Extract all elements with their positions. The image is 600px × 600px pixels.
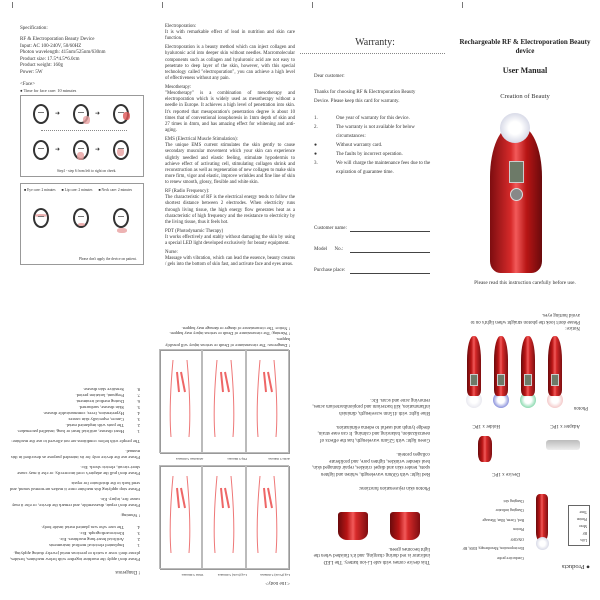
photon-device <box>494 336 508 396</box>
condition-text: The parts with implanted metal. <box>65 423 124 428</box>
products-title: ● Products <box>561 563 590 570</box>
safety-page <box>0 300 150 600</box>
body-diagram-label: Leg (Front) 5 minutes <box>260 573 290 577</box>
patient-note: Please don't apply the device on patient. <box>79 257 137 261</box>
face-time-text: Time for face care: 10 minutes <box>23 88 77 93</box>
legend-label: Neck care: 2 minutes <box>101 188 132 192</box>
holder-qty: Holder x 1PC <box>472 423 500 428</box>
body-diagram-column <box>159 465 202 569</box>
body-diagram-column <box>159 349 202 453</box>
safety-list-text: Electrocardiograph. Etc. <box>79 531 124 536</box>
photon-device <box>548 336 562 396</box>
product-label: Electroporation, Mesotherapy, EMS, RF <box>462 546 524 551</box>
red-light-text: Red light: with 630nm wavelength, whiten and lighten spots, tender skin and dispel crinkles, repair damaged skin, heal slender wrinkles, tighten pore, and proliferate collagen protein. <box>312 451 430 476</box>
product-label: Conductive probe <box>496 556 524 560</box>
legend-item: ■ Lip care: 2 minutes <box>61 188 93 192</box>
function-heading: RF (Radio Frequency): <box>165 189 210 195</box>
mode-item: Photon <box>576 517 587 521</box>
condition-item <box>8 410 140 416</box>
function-block <box>165 250 295 269</box>
warranty-item-marker: 2. <box>314 125 318 130</box>
mode-item: Meso <box>579 524 587 528</box>
mode-item: RF <box>582 531 587 535</box>
mode-list-box <box>568 505 590 546</box>
photon-functions-title: Photon skin rejuvenation functions: <box>358 485 430 490</box>
body-diagram-label: Waist 5 minutes <box>181 573 204 577</box>
warranty-item <box>314 123 434 141</box>
condition-number: 1. <box>136 429 140 434</box>
face-time: ● Time for face care: 10 minutes <box>20 88 77 93</box>
spec-line: Input: AC 100-240V, 50/60HZ <box>20 43 82 49</box>
condition-item <box>8 392 140 398</box>
body-diagram-label: Abdomen 5 minutes <box>175 457 204 461</box>
photon-device-screen <box>551 374 559 386</box>
warranty-field-label: Purchase place: <box>314 268 346 273</box>
photon-device-screen <box>470 374 478 386</box>
spec-title: Specification: <box>20 26 48 31</box>
warranty-item-marker: 3. <box>314 161 318 166</box>
warranty-field-input[interactable] <box>350 273 430 274</box>
body-diagram-row2 <box>160 350 290 454</box>
condition-text: Skin disease, sunburned. <box>78 405 124 410</box>
device-qty: Device x 1PC <box>492 471 520 476</box>
face-legend <box>24 187 144 194</box>
adapter-qty: Adapter x 1PC <box>550 423 580 428</box>
mode-item: Time <box>579 510 587 514</box>
warranty-greeting: Dear customer: <box>314 74 345 79</box>
condition-text: Pregnant, lactation period. <box>75 393 124 398</box>
condition-number: 3. <box>136 417 140 422</box>
notice-text: Please don't look the photon straight when light's on to avoid hurting eyes. <box>470 312 580 324</box>
safety-list-item <box>8 536 140 542</box>
warranty-item-text: The warranty is not available for below circumstances: <box>336 125 415 139</box>
warranty-item <box>314 114 434 123</box>
function-body: "Mesotherapy" is a combination of mesotherapy and electroporation which is widely used as mesotherapy without a needle in Europe. It achieves a high level of penetration into skin. It's reported that mesoporation's penetration degree is about 10 times that of conventional ionophoresis in 1mm depth of skin and 27 times in 4mm, and has amazing effect for whitening and anti-aging. <box>165 91 295 134</box>
condition-number: 6. <box>136 399 140 404</box>
functions-text <box>165 24 295 271</box>
holder-image <box>478 436 492 462</box>
condition-item <box>8 416 140 422</box>
warranty-item-text: We will charge the maintenance fees due to the expiration of guarantee time. <box>336 161 431 175</box>
condition-number: 8. <box>136 387 140 392</box>
legend-item: ■ Neck care: 2 minutes <box>98 188 132 192</box>
safety-paragraph: Please use the device only for its intended purpose as described in this manual. <box>10 449 140 460</box>
condition-text: During medical treatment. <box>75 399 124 404</box>
dangerous-heading: ! Dangerous <box>115 569 140 574</box>
warranty-list <box>314 114 434 177</box>
condition-item <box>8 428 140 434</box>
warranty-intro: Thanks for choosing RF & Electroporation Beauty Device. Please keep this card for warranty. <box>314 90 416 104</box>
safety-paragraph: Please don't pull the adapter's cord incorrectly, or else it may cause short-circuit, electric shock. Etc. <box>17 465 140 476</box>
spec-page <box>0 0 150 300</box>
photon-device <box>521 336 535 396</box>
condition-text: Sensitive skin disease. <box>82 387 124 392</box>
photon-device-screen <box>524 374 532 386</box>
photon-label: Photon <box>573 405 588 410</box>
safety-list-text: The user who was planted metal inside body. <box>41 525 124 530</box>
warranty-page <box>300 0 450 300</box>
body-diagram-label: Arms 5 minutes <box>268 457 290 461</box>
safety-list-number: 4. <box>136 525 140 530</box>
warranty-title: Warranty: <box>355 37 395 48</box>
safety-intro: Please don't apply the machine together with below machines, besides, please don't wear a watch or precious metal jewelry during applying. <box>9 551 140 562</box>
product-label: Photon <box>513 527 524 532</box>
condition-text: Heart disease, artificial heart or lung, installed pacemaker. <box>17 429 124 434</box>
function-heading: PDT (Photodynamic Therapy) <box>165 228 224 234</box>
cover-subtitle: User Manual <box>502 66 548 75</box>
function-block <box>165 137 295 187</box>
hazard-note: ! Warning: The circumstance of Death or serious injury may happen. <box>169 331 290 337</box>
function-block <box>165 189 295 226</box>
blue-light-text: Blue light: with 415nm wavelength, diminish inflammation, kill bacterium and propionibacterium acnes, removing acne and scars. Etc. <box>312 396 430 415</box>
warranty-item-text: The faults by incorrect operation. <box>336 152 403 157</box>
warranty-field-label: Model No.: <box>314 247 344 252</box>
holder-photo-2 <box>338 512 368 540</box>
photon-device-screen <box>497 374 505 386</box>
products-title-text: Products <box>561 563 585 570</box>
safety-paragraph: Please stop applying this machine once it makes un-normal sound, and send back to the distributor for repair. <box>9 481 140 492</box>
spec-lines <box>20 37 145 77</box>
condition-text: Hypertension, fever, communicable disease. <box>42 411 124 416</box>
function-heading: Nurse: <box>165 249 178 255</box>
cover-title: Rechargeable RF & Electroporation Beauty device <box>459 38 591 55</box>
cover-page <box>450 0 600 300</box>
body-diagram-column <box>246 465 289 569</box>
notice-title: Notice: <box>565 325 580 330</box>
warranty-field-label: Customer name: <box>314 226 347 231</box>
product-label: ON/OFF <box>510 537 524 541</box>
condition-number: 7. <box>136 393 140 398</box>
face-care-diagram <box>20 183 144 265</box>
safety-list-text: Artificial heart-lung machines. Etc. <box>59 537 124 542</box>
warranty-item-marker: ● <box>314 143 318 148</box>
function-block <box>165 85 295 135</box>
battery-note: This device comes with safe Li-ion battery. The LED indicator is red during charging, and it's finished when the light becomes green. <box>313 545 430 564</box>
mode-item: Lifts <box>580 538 587 542</box>
functions-page <box>150 0 300 300</box>
body-page <box>150 300 300 600</box>
crop-mark <box>162 2 163 8</box>
holder-photo-1 <box>390 512 420 540</box>
body-diagram-label: Hip 5 minutes <box>227 457 247 461</box>
hazard-note: ! Notice: The circumstance of danger or damage may happen. <box>181 325 290 331</box>
safety-list-number: 1. <box>136 543 140 548</box>
legend-item: ■ Eye care: 2 minutes <box>24 188 56 192</box>
body-diagram-column <box>202 349 245 453</box>
function-body: The characteristic of RF is the electrical energy tends to follow the shortest distance between 2 electrodes. When electricity runs through living tissue, the high energy flow generates heat as a characteristic of high frequency and the resistance to electricity by the living tissue, thus it feels hot. <box>165 195 295 226</box>
body-diagram-row1 <box>160 466 290 570</box>
warranty-item-text: One year of warranty for this device. <box>336 116 410 121</box>
bottom-spread <box>0 300 600 600</box>
cover-tagline: Creation of Beauty <box>500 93 550 100</box>
condition-number: 4. <box>136 411 140 416</box>
warranty-item <box>314 141 434 150</box>
safety-paragraph: Please don't repair, disassemble, and remark the device, or else it may cause fire, injury. Etc. <box>11 497 140 508</box>
legend-label: Lip care: 2 minutes <box>64 188 93 192</box>
function-heading: EMS (Electrical Muscle Stimulation): <box>165 136 238 142</box>
products-page <box>450 300 600 600</box>
function-body: Electroporation is a beauty method which can inject collagen and hyaluronic acid into deeper skin without needles. Macromolecular components such as collagen and hyaluronic acid are not easy to penetrate to deep layer of the skin, however, with this special technology called "electroporation", you can achieve a high level of effectiveness without any pain. <box>165 45 295 82</box>
body-diagram-label: Leg (back) 5 minutes <box>217 573 247 577</box>
photon-page <box>300 300 450 600</box>
safety-text <box>8 386 140 562</box>
spec-line: RF & Electroporation Beauty Device <box>20 37 95 42</box>
product-label: Charging indicator <box>495 508 524 513</box>
product-label: Charging slot <box>503 499 524 503</box>
function-block <box>165 24 295 43</box>
product-labels <box>454 496 524 563</box>
warranty-item-marker: ● <box>314 152 318 157</box>
safety-list-item <box>8 542 140 548</box>
warranty-item <box>314 159 434 177</box>
cover-footer: Please read this instruction carefully before use. <box>474 280 576 286</box>
function-body: It works effectively and stably without damaging the skin by using a special LED light developed exclusively for beauty equipment. <box>165 235 295 247</box>
condition-number: 5. <box>136 405 140 410</box>
function-body: It is with remarkable effect of lead in nutrition and skin care function. <box>165 30 295 42</box>
safety-paragraph: The people with below conditions are not allowed to use the machine: <box>11 439 140 444</box>
function-block <box>165 229 295 248</box>
warranty-field-input[interactable] <box>350 252 430 253</box>
face-steps-diagram: ➜ ➜ ➜ ➜ Step1 - step 6 from left to right on cheek. <box>20 95 144 177</box>
warranty-item-text: Without warranty card. <box>336 143 383 148</box>
warranty-field-input[interactable] <box>350 231 430 232</box>
condition-text: Cancer, especially skin cancer. <box>67 417 124 422</box>
product-label: Red, Green, Blue, Massage <box>482 518 524 522</box>
face-title: <Face> <box>20 82 36 87</box>
condition-item <box>8 398 140 404</box>
crop-mark <box>12 2 13 8</box>
crop-mark <box>312 2 313 8</box>
body-diagram-column <box>202 465 245 569</box>
function-block <box>165 45 295 82</box>
warranty-item-marker: 1. <box>314 116 318 121</box>
hazard-notes <box>160 325 290 348</box>
condition-number: 2. <box>136 423 140 428</box>
function-body: The unique EMS current stimulates the skin gently to cause secondary muscular movement which your skin can experience slightly needled and elastic feeling, stimulate hypodermis to achieve effect of activating cell, stimulating collagen shrink and reconstruction as well as regeneration of new collagen to make skin more firm, vigor and elastic, improve wrinkles and fine line of skin to renew smooth, glossy, flexible and white skin. <box>165 143 296 186</box>
spec-line: Product weight: 160g <box>20 63 64 69</box>
photon-device <box>467 336 481 396</box>
safety-list-number: 3. <box>136 531 140 536</box>
spec-line: Photon wavelength: 415nm/525nm/630nm <box>20 50 106 56</box>
green-light-text: Green light: with 525nm wavelength, has the effects of neutralization, balancing and calming. It can ease strain, dredge lymph and useful to edema elimination. <box>317 423 430 442</box>
safety-list-number: 2. <box>136 537 140 542</box>
warranty-item <box>314 150 434 159</box>
crop-mark <box>462 2 463 8</box>
legend-label: Eye care: 2 minutes <box>27 188 56 192</box>
function-heading: Electroporation: <box>165 24 197 29</box>
function-heading: Mesotherapy: <box>165 84 192 90</box>
function-body: Massage with vibration, which can lead the essence, beauty creams / gels into the bottom of skin fast, and activate face and eyes areas. <box>165 256 295 268</box>
condition-item <box>8 386 140 392</box>
body-diagram-column <box>246 349 289 453</box>
warning-heading: ! Warning: <box>120 513 140 518</box>
hazard-note: ! Dangerous: The circumstance of Death or serious injury will possibly happen. <box>165 337 290 348</box>
safety-list-text: Implanted electrical medical instruments <box>49 543 124 548</box>
spec-line: Power: 5W <box>20 69 43 75</box>
spec-line: Product size: 17.5*4.5*6.0cm <box>20 56 80 62</box>
step-caption: Step1 - step 6 from left to right on cheek. <box>57 169 117 173</box>
safety-list-item <box>8 524 140 530</box>
body-title: <The body> <box>265 580 290 585</box>
adapter-image <box>546 440 580 450</box>
